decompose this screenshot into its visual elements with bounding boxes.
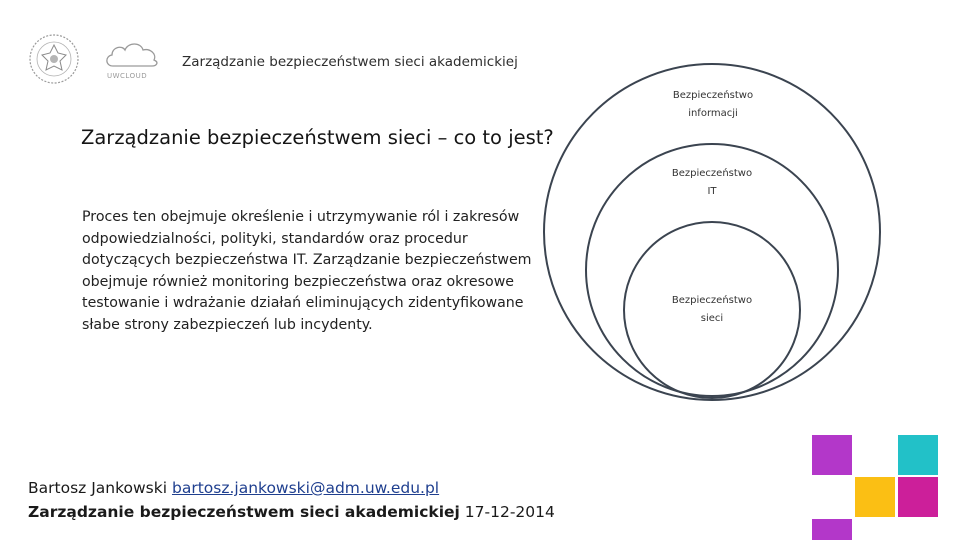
footer-title: Zarządzanie bezpieczeństwem sieci akademickiej <box>28 503 460 521</box>
body-line: odpowiedzialności, polityki, standardów oraz procedur <box>82 230 468 247</box>
cloud-icon <box>103 40 161 70</box>
label-line: IT <box>707 186 717 197</box>
body-line: dotyczących bezpieczeństwa IT. Zarządzanie bezpieczeństwem <box>82 252 532 268</box>
inner-circle-label <box>657 292 767 328</box>
university-seal-icon <box>28 33 80 85</box>
label-line: sieci <box>700 313 724 324</box>
author-name: Bartosz Jankowski <box>28 479 168 497</box>
footer-author-line <box>28 479 439 497</box>
footer-title-line <box>28 503 555 521</box>
body-line: Proces ten obejmuje określenie i utrzymywanie ról i zakresów <box>82 209 520 225</box>
email-link[interactable]: bartosz.jankowski@adm.uw.edu.pl <box>171 479 440 497</box>
body-paragraph <box>82 207 552 336</box>
label-line: Bezpieczeństwo <box>671 295 753 306</box>
logo-text: UWCLOUD <box>107 72 148 80</box>
body-line: słabe strony zabezpieczeń lub incydenty. <box>82 316 373 333</box>
uwcloud-logo <box>103 40 161 80</box>
decor-square-teal <box>898 435 938 475</box>
footer-date: 17-12-2014 <box>464 503 555 521</box>
header-title: Zarządzanie bezpieczeństwem sieci akademickiej <box>182 54 518 70</box>
outer-circle-label <box>658 87 768 123</box>
label-line: Bezpieczeństwo <box>672 90 754 101</box>
body-line: obejmuje również monitoring bezpieczeństwa oraz okresowe <box>82 273 515 290</box>
decor-square-yellow <box>855 477 895 517</box>
body-line: testowanie i wdrażanie działań eliminujących zidentyfikowane <box>82 295 524 311</box>
page-title: Zarządzanie bezpieczeństwem sieci – co to jest? <box>81 126 554 149</box>
label-line: informacji <box>688 108 738 119</box>
middle-circle-label <box>657 165 767 201</box>
decor-square-purple-bottom <box>812 519 852 540</box>
label-line: Bezpieczeństwo <box>671 168 753 179</box>
decor-square-purple <box>812 435 852 475</box>
decor-square-magenta <box>898 477 938 517</box>
